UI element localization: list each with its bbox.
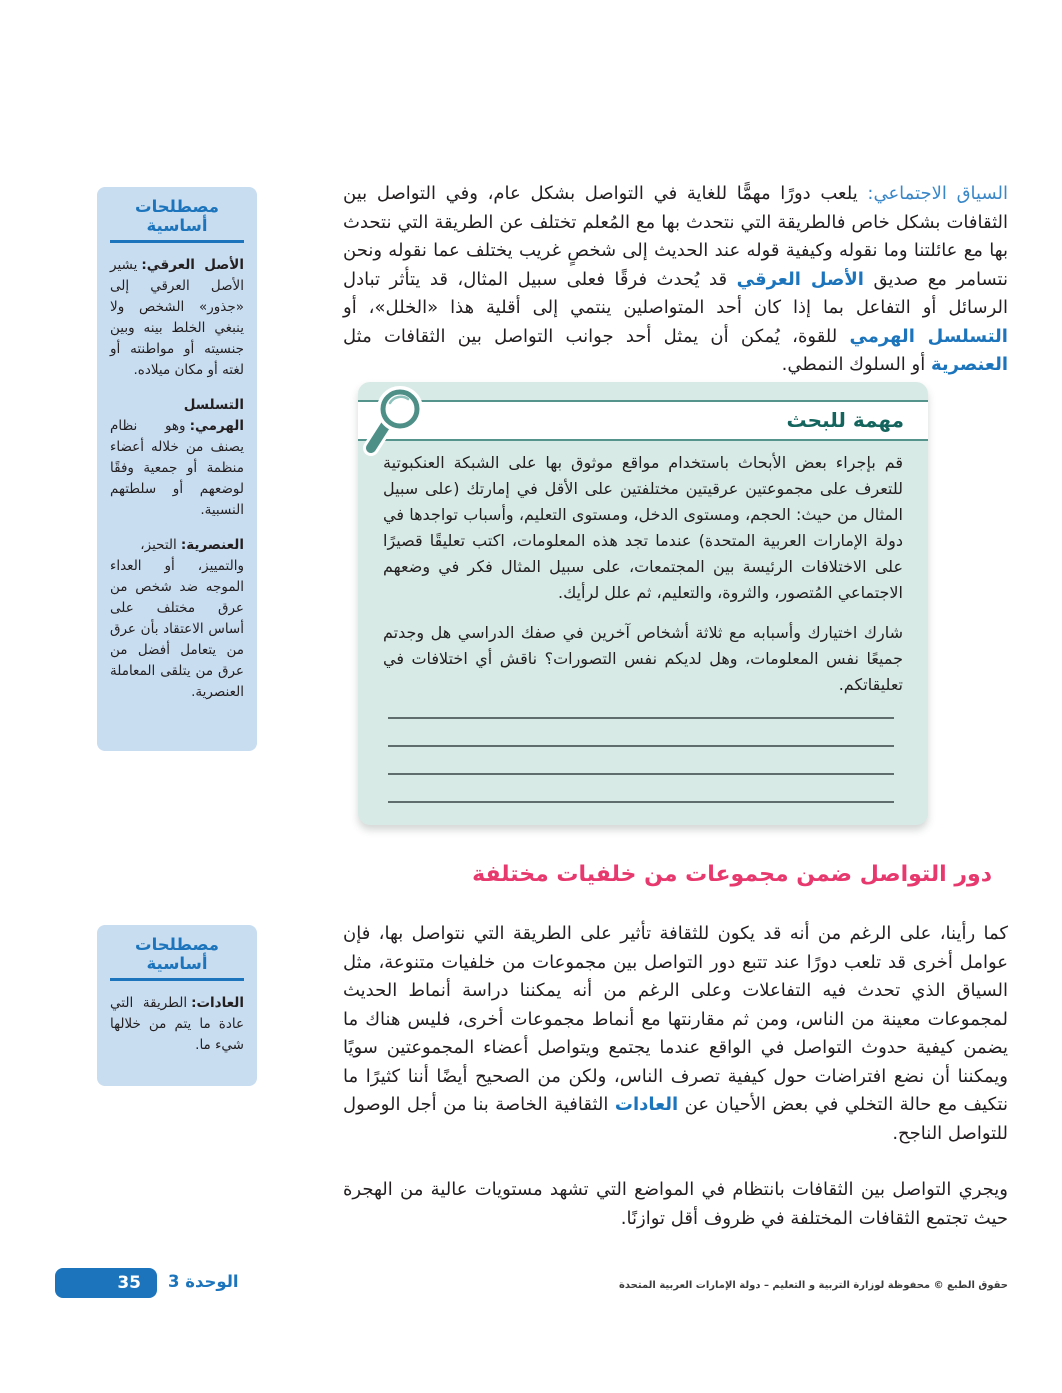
term-definition: التحيز، والتمييز، أو العداء الموجه ضد شخص من عرق مختلف على أساس الاعتقاد بأن عرق من يتعامل أفضل من عرق من يتلقى المعاملة العنصرية. xyxy=(110,537,244,700)
answer-line xyxy=(388,691,894,719)
section-paragraph-1: كما رأينا، على الرغم من أنه قد يكون للثقافة تأثير على الطريقة التي نتواصل بها، فإن عوامل أخرى قد تلعب دورًا عند تتبع دور التواصل بين مجموعات من خلفيات متنوعة، مثل السياق الذي تحدث فيه التفاعلات وعلى الرغم من أنه يمكننا دراسة أنماط الحديث لمجموعات معينة من الناس، ومن ثم مقارنتها مع أنماط مجموعات أخرى، فليس هناك ما يضمن كيفية حدوث التواصل في الواقع عندما يجتمع ويتواصل أعضاء المجموعتين سويًا ويمكننا أن نضع افتراضات حول كيفية تصرف الناس، ولكن من الصحيح أيضًا أننا كثيرًا ما نتكيف مع حالة التخلي في بعض الأحيان عن العادات الثقافية الخاصة بنا من أجل الوصول للتواصل الناجح. xyxy=(343,923,1008,1144)
research-task-paragraph-1: قم بإجراء بعض الأبحاث باستخدام مواقع موثوق بها على الشبكة العنكبوتية للتعرف على مجموعتين عرقيتين مختلفتين على الأقل في إمارتك (على سبيل المثال من حيث: الحجم، ومستوى الدخل، ومستوى التعليم، وأسباب تواجدها في دولة الإمارات العربية المتحدة) عندما تجد هذه المعلومات، اكتب تعليقًا قصيرًا على الاختلافات الرئيسة بين المجتمعات، على سبيل المثال فكر في وضعهم الاجتماعي المُتصور، والثروة، والتعليم، ثم علل لرأيك. xyxy=(383,453,903,602)
answer-lines xyxy=(388,691,894,803)
term-label: التسلسل الهرمي: xyxy=(183,397,244,434)
term-label: الأصل العرقي: xyxy=(141,257,244,273)
intro-paragraph: السياق الاجتماعي: يلعب دورًا مهمًّا للغاية في التواصل بشكل عام، وفي التواصل بين الثقافات بشكل خاص فالطريقة التي نتحدث بها مع المُعلم تختلف عن الطريقة التي نتحدث بها مع عائلتنا وما نقوله وكيفية قوله عند الحديث إلى شخصٍ غريب يختلف عما نقوله ونحن نتسامر مع صديق الأصل العرقي قد يُحدث فرقًا فعلى سبيل المثال، قد يتأثر تبادل الرسائل أو التفاعل بما إذا كان أحد المتواصلين ينتمي إلى أقلية هذا «الخلل»، أو التسلسل الهرمي للقوة، يُمكن أن يمثل أحد جوانب التواصل بين الثقافات مثل العنصرية أو السلوك النمطي. xyxy=(343,183,1008,375)
page-number: 35 xyxy=(117,1273,141,1293)
answer-line xyxy=(388,719,894,747)
term-hierarchy xyxy=(110,395,244,521)
copyright-text: حقوق الطبع © محفوظة لوزارة التربية و التعليم – دولة الإمارات العربية المتحدة xyxy=(619,1280,1008,1291)
term-racism xyxy=(110,535,244,703)
term-definition: وهو نظام يصنف من خلاله أعضاء منظمة أو جمعية وفقًا لوضعهم أو سلطتهم النسبية. xyxy=(110,418,244,518)
answer-line xyxy=(388,775,894,803)
term-definition: يشير الأصل العرقي إلى «جذور» الشخص ولا ينبغي الخلط بينه وبين جنسيته أو مواطنته أو لغته أو مكان ميلاده. xyxy=(110,257,244,378)
term-label: العادات: xyxy=(191,995,244,1011)
magnifier-icon xyxy=(360,386,424,460)
key-terms-box-bottom xyxy=(97,925,257,1086)
research-task-title: مهمة للبحث xyxy=(786,408,904,432)
key-terms-divider xyxy=(110,240,244,243)
key-terms-box-top xyxy=(97,187,257,751)
section-paragraph-2: ويجري التواصل بين الثقافات بانتظام في المواضع التي تشهد مستويات عالية من الهجرة حيث تجتمع الثقافات المختلفة في ظروف أقل توازنًا. xyxy=(343,1179,1008,1229)
research-task-header-band xyxy=(358,400,928,441)
term-customs xyxy=(110,993,244,1056)
answer-line xyxy=(388,747,894,775)
page-number-tab xyxy=(55,1268,157,1298)
research-task-paragraph-2: شارك اختيارك وأسبابه مع ثلاثة أشخاص آخرين في صفك الدراسي هل وجدتم جميعًا نفس المعلومات، وهل لديكم نفس التصورات؟ ناقش أي اختلافات في تعليقاتكم. xyxy=(383,623,903,694)
key-terms-divider xyxy=(110,978,244,981)
term-label: العنصرية: xyxy=(180,537,244,553)
key-terms-header: مصطلحات أساسية xyxy=(135,197,219,235)
key-terms-header: مصطلحات أساسية xyxy=(135,935,219,973)
term-definition: الطريقة التي عادة ما يتم من خلالها شيء ما. xyxy=(110,995,244,1053)
unit-label: الوحدة 3 xyxy=(168,1272,239,1291)
research-task-box xyxy=(358,382,928,825)
term-ethnic-origin xyxy=(110,255,244,381)
section-heading: دور التواصل ضمن مجموعات من خلفيات مختلفة xyxy=(472,862,992,887)
